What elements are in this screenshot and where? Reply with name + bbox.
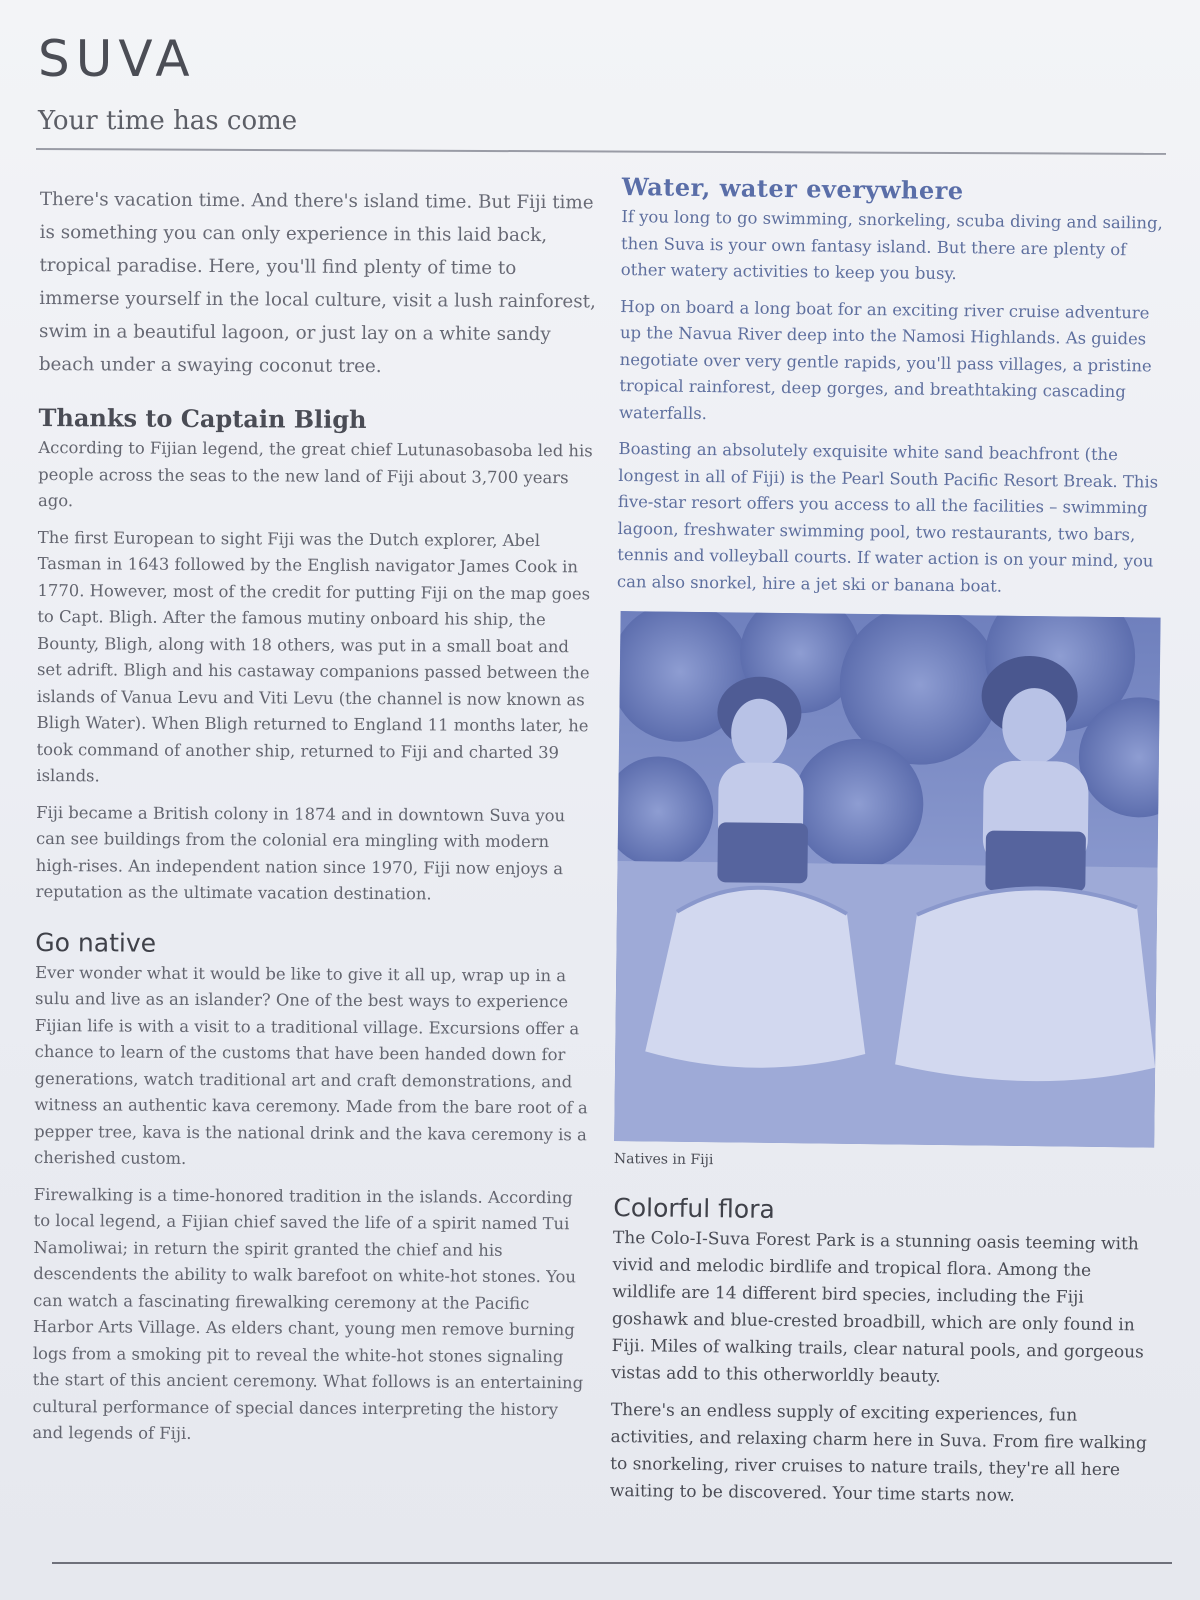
native-paragraph-1: Ever wonder what it would be like to give it all up, wrap up in a sulu and live as an islander? One of the best ways to experience Fijian life is with a visit to a traditional village. Excursions offer a chance to learn of the customs that have been handed down for generations, watch traditional art and craft demonstrations, and witness an authentic kava ceremony. Made from the bare root of a pepper tree, kava is the national drink and the kava ceremony is a cherished custom. [33,962,588,1168]
section-heading-native: Go native [35,927,157,958]
page-subtitle: Your time has come [38,106,298,136]
water-paragraph-1: If you long to go swimming, snorkeling, scuba diving and sailing, then Suva is your own fantasy island. But there are plenty of other watery activities to keep you busy. [620,206,1163,284]
left-column [32,183,600,1460]
native-paragraph-2: Firewalking is a time-honored tradition in the islands. According to local legend, a Fijian chief saved the life of a spirit named Tui Namoliwai; in return the spirit granted the chief and his descendents the ability to walk barefoot on white-hot stones. You can watch a fascinating firewalking ceremony at the Pacific Harbor Arts Village. As elders chant, young men remove burning logs from a smoking pit to reveal the white-hot stones signaling the start of this ancient ceremony. What follows is an entertaining cultural performance of special dances interpreting the history and legends of Fiji. [32,1184,584,1443]
bligh-paragraph-2: The first European to sight Fiji was the Dutch explorer, Abel Tasman in 1643 followed by the English navigator James Cook in 1770. However, most of the credit for putting Fiji on the map goes to Capt. Bligh. After the famous mutiny onboard his ship, the Bounty, Bligh, along with 18 others, was put in a small boat and set adrift. Bligh and his castaway companions passed between the islands of Vanua Levu and Viti Levu (the channel is now known as Bligh Water). When Bligh returned to England 11 months later, he took command of another ship, returned to Fiji and charted 39 islands. [36,527,591,786]
section-heading-flora: Colorful flora [613,1192,775,1224]
flora-paragraph-2: There's an endless supply of exciting experiences, fun activities, and relaxing charm here in Suva. From fire walking to snorkeling, river cruises to nature trails, they're all here waiting to be discovered. Your time starts now. [609,1399,1147,1506]
footer-divider [52,1562,1172,1564]
bligh-paragraph-3: Fiji became a British colony in 1874 and in downtown Suva you can see buildings from the colonial era mingling with modern high-rises. An independent nation since 1970, Fiji now enjoys a reputation as the ultimate vacation destination. [35,802,566,904]
section-heading-bligh: Thanks to Captain Bligh [38,402,367,434]
natives-photo-illustration [614,611,1160,1148]
intro-paragraph: There's vacation time. And there's island time. But Fiji time is something you can only experience in this laid back, tropical paradise. Here, you'll find plenty of time to immerse yourself in the local culture, visit a lush rainforest, swim in a beautiful lagoon, or just lay on a white sandy beach under a swaying coconut tree. [38,188,596,378]
photo-caption: Natives in Fiji [613,1150,714,1169]
bligh-paragraph-1: According to Fijian legend, the great chief Lutunasobasoba led his people across the seas to the new land of Fiji about 3,700 years ago. [38,437,593,511]
natives-photo [614,611,1160,1148]
flora-section [610,1193,1155,1512]
page-title: SUVA [38,30,196,88]
right-column [606,172,1167,1522]
header-divider [36,148,1166,155]
flora-paragraph-1: The Colo-I-Suva Forest Park is a stunning oasis teeming with vivid and melodic birdlife and tropical flora. Among the wildlife are 14 different bird species, including the Fiji goshawk and blue-crested broadbill, which are only found in Fiji. Miles of walking trails, clear natural pools, and gorgeous vistas add to this otherworldly beauty. [611,1227,1144,1387]
water-paragraph-3: Boasting an absolutely exquisite white sand beachfront (the longest in all of Fiji) is the Pearl South Pacific Resort Break. This five-star resort offers you access to all the facilities – swimming lagoon, freshwater swimming pool, two restaurants, two bars, tennis and volleyball courts. If water action is on your mind, you can also snorkel, hire a jet ski or banana boat. [616,438,1159,596]
section-heading-water: Water, water everywhere [621,172,964,206]
water-paragraph-2: Hop on board a long boat for an exciting river cruise adventure up the Navua River deep into the Namosi Highlands. As guides negotiate over very gentle rapids, you'll pass villages, a pristine tropical rainforest, deep gorges, and breathtaking cascading waterfalls. [618,296,1152,423]
